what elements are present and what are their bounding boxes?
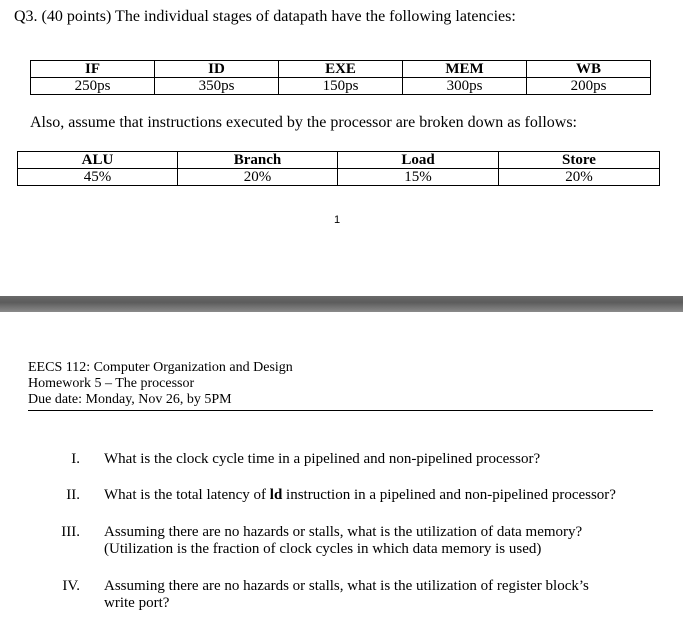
text-line-1: Assuming there are no hazards or stalls, what is the utilization of data memory? xyxy=(104,524,583,540)
header-divider xyxy=(28,410,653,411)
stage-name: WB xyxy=(527,61,651,78)
instruction-percent: 20% xyxy=(178,169,338,186)
stage-latency: 300ps xyxy=(403,78,527,95)
instruction-percent: 20% xyxy=(499,169,660,186)
stage-name: IF xyxy=(31,61,155,78)
instruction-mix-intro: Also, assume that instructions executed by the processor are broken down as follows: xyxy=(30,114,577,131)
course-title: EECS 112: Computer Organization and Design xyxy=(28,360,293,375)
instruction-type: ALU xyxy=(18,152,178,169)
subquestion-text xyxy=(104,487,616,504)
stage-latency: 350ps xyxy=(155,78,279,95)
instruction-type: Branch xyxy=(178,152,338,169)
subquestion-number: II. xyxy=(66,487,80,503)
due-date: Due date: Monday, Nov 26, by 5PM xyxy=(28,392,232,407)
table-row xyxy=(18,169,660,186)
stage-latency-table xyxy=(30,60,651,95)
instruction-name: ld xyxy=(269,487,283,503)
page-1 xyxy=(0,0,683,296)
page-number: 1 xyxy=(334,214,341,226)
subquestion-text: What is the clock cycle time in a pipelined and non-pipelined processor? xyxy=(104,451,541,467)
instruction-type: Store xyxy=(499,152,660,169)
text-after: instruction in a pipelined and non-pipelined processor? xyxy=(282,487,616,503)
question-title: Q3. (40 points) The individual stages of datapath have the following latencies: xyxy=(14,8,516,25)
stage-latency: 200ps xyxy=(527,78,651,95)
subquestion-number: III. xyxy=(61,524,80,540)
page-separator xyxy=(0,296,683,312)
instruction-mix-table xyxy=(17,151,660,186)
instruction-percent: 45% xyxy=(18,169,178,186)
stage-name: ID xyxy=(155,61,279,78)
subquestion-number: I. xyxy=(71,451,80,467)
table-row xyxy=(31,78,651,95)
text-line-2: (Utilization is the fraction of clock cycles in which data memory is used) xyxy=(104,541,542,557)
homework-header xyxy=(28,360,653,408)
text-line-1: Assuming there are no hazards or stalls, what is the utilization of register block’s xyxy=(104,578,589,594)
subquestion-text xyxy=(104,578,589,612)
table-header-row xyxy=(18,152,660,169)
homework-title: Homework 5 – The processor xyxy=(28,376,195,391)
page-2 xyxy=(0,312,683,640)
stage-name: MEM xyxy=(403,61,527,78)
stage-latency: 150ps xyxy=(279,78,403,95)
subquestion-number: IV. xyxy=(62,578,80,594)
text-line-2: write port? xyxy=(104,595,170,611)
text-before: What is the total latency of xyxy=(104,487,270,503)
stage-latency: 250ps xyxy=(31,78,155,95)
subquestion-text xyxy=(104,524,582,558)
instruction-type: Load xyxy=(338,152,499,169)
instruction-percent: 15% xyxy=(338,169,499,186)
stage-name: EXE xyxy=(279,61,403,78)
table-header-row xyxy=(31,61,651,78)
